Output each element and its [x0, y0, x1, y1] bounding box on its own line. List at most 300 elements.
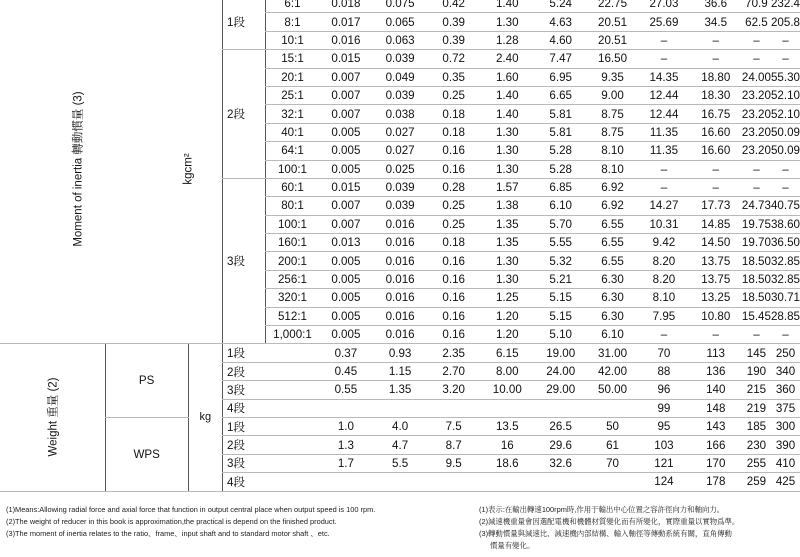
value-cell: 0.016	[373, 215, 428, 233]
note-1-en: (1)Means:Allowing radial force and axial force that function in output central place when output speed is 100 rpm.	[6, 505, 376, 514]
value-cell: 50.09	[771, 123, 800, 141]
value-cell: 8.20	[638, 270, 689, 288]
value-cell: 0.016	[373, 326, 428, 344]
value-cell: 1.30	[480, 123, 535, 141]
value-cell: 28.85	[771, 307, 800, 325]
weight-section-label	[0, 344, 105, 491]
value-cell: 17.73	[690, 197, 742, 215]
notes-chinese	[479, 504, 739, 552]
value-cell: 170	[690, 454, 742, 472]
value-cell: –	[690, 326, 742, 344]
value-cell: 32.85	[771, 270, 800, 288]
value-cell: 5.15	[535, 307, 587, 325]
note-3-zh-cont: 慣量有變化。	[490, 540, 535, 550]
value-cell: 6.92	[587, 197, 638, 215]
value-cell: 18.80	[690, 68, 742, 86]
value-cell: 23.20	[742, 105, 771, 123]
value-cell: 0.25	[427, 86, 480, 104]
value-cell: 0.55	[319, 381, 373, 399]
value-cell: 0.005	[319, 123, 373, 141]
value-cell: 6.30	[587, 270, 638, 288]
value-cell: 18.30	[690, 86, 742, 104]
value-cell: 5.5	[373, 454, 428, 472]
value-cell: 0.017	[319, 13, 373, 31]
inertia-unit-text: kgcm²	[182, 153, 195, 185]
stage-label: 3段	[222, 454, 318, 472]
value-cell: 0.37	[319, 344, 373, 362]
value-cell: 7.95	[638, 307, 689, 325]
value-cell: 8.75	[587, 123, 638, 141]
value-cell: 13.75	[690, 252, 742, 270]
value-cell: 0.007	[319, 105, 373, 123]
value-cell: 11.35	[638, 142, 689, 160]
value-cell: –	[638, 50, 689, 68]
value-cell: 0.007	[319, 68, 373, 86]
value-cell: 140	[690, 381, 742, 399]
value-cell	[319, 473, 373, 491]
stage-label: 2段	[222, 50, 265, 179]
value-cell: 13.5	[480, 417, 535, 435]
value-cell: 113	[690, 344, 742, 362]
stage-label: 3段	[222, 178, 265, 344]
value-cell: 6.85	[535, 178, 587, 196]
value-cell: 4.0	[373, 417, 428, 435]
value-cell: 52.10	[771, 105, 800, 123]
value-cell: 0.005	[319, 142, 373, 160]
value-cell: 26.5	[535, 417, 587, 435]
value-cell: 40.75	[771, 197, 800, 215]
value-cell: 0.39	[427, 31, 480, 49]
value-cell: 390	[771, 436, 800, 454]
value-cell: 99	[638, 399, 689, 417]
value-cell: 215	[742, 381, 771, 399]
value-cell: 50	[587, 417, 638, 435]
value-cell: 178	[690, 473, 742, 491]
value-cell: 6.65	[535, 86, 587, 104]
value-cell: 16.60	[690, 142, 742, 160]
value-cell: 0.016	[319, 31, 373, 49]
note-3-en: (3)The moment of inertia relates to the ratio、frame、input shaft and to standard motor shaft 、etc.	[6, 528, 330, 538]
ratio-cell: 512:1	[266, 307, 319, 325]
value-cell: 0.049	[373, 68, 428, 86]
value-cell: 0.005	[319, 326, 373, 344]
value-cell: 5.24	[535, 0, 587, 13]
value-cell: 1.40	[480, 105, 535, 123]
weight-group-label: WPS	[105, 417, 188, 491]
value-cell: 143	[690, 417, 742, 435]
value-cell: 4.60	[535, 31, 587, 49]
value-cell: 5.21	[535, 270, 587, 288]
value-cell: –	[742, 31, 771, 49]
value-cell: 32.6	[535, 454, 587, 472]
value-cell: 23.20	[742, 142, 771, 160]
value-cell: 42.00	[587, 362, 638, 380]
value-cell: 1.7	[319, 454, 373, 472]
value-cell: 18.6	[480, 454, 535, 472]
value-cell: 0.007	[319, 86, 373, 104]
value-cell: 1.35	[480, 215, 535, 233]
value-cell: 0.005	[319, 307, 373, 325]
value-cell: 16.50	[587, 50, 638, 68]
value-cell: 5.81	[535, 105, 587, 123]
value-cell: 5.15	[535, 289, 587, 307]
value-cell: 6.10	[535, 197, 587, 215]
value-cell: 232.4	[771, 0, 800, 13]
value-cell: 70	[638, 344, 689, 362]
note-1-zh: (1)表示:在輸出轉速100rpm時,作用于輸出中心位置之容許徑向力和軸向力。	[479, 505, 725, 514]
value-cell: 1.57	[480, 178, 535, 196]
value-cell: 6.92	[587, 178, 638, 196]
ratio-cell: 32:1	[266, 105, 319, 123]
value-cell: 148	[690, 399, 742, 417]
value-cell: 12.44	[638, 86, 689, 104]
value-cell: 19.00	[535, 344, 587, 362]
stage-label: 2段	[222, 436, 318, 454]
value-cell: 0.007	[319, 215, 373, 233]
value-cell: 0.039	[373, 50, 428, 68]
value-cell: 1.38	[480, 197, 535, 215]
value-cell: 13.25	[690, 289, 742, 307]
value-cell: 5.28	[535, 142, 587, 160]
value-cell: 52.10	[771, 86, 800, 104]
value-cell: 8.20	[638, 252, 689, 270]
value-cell: –	[771, 160, 800, 178]
value-cell: 205.8	[771, 13, 800, 31]
value-cell	[587, 399, 638, 417]
value-cell: 25.69	[638, 13, 689, 31]
value-cell: 3.20	[427, 381, 480, 399]
value-cell: 0.027	[373, 123, 428, 141]
value-cell: 16	[480, 436, 535, 454]
value-cell: 136	[690, 362, 742, 380]
value-cell: 1.0	[319, 417, 373, 435]
value-cell: 18.50	[742, 289, 771, 307]
value-cell	[535, 473, 587, 491]
value-cell: 6.55	[587, 215, 638, 233]
value-cell: 0.005	[319, 289, 373, 307]
value-cell: 124	[638, 473, 689, 491]
value-cell: 29.6	[535, 436, 587, 454]
stage-label: 1段	[222, 417, 318, 435]
value-cell: 1.30	[480, 160, 535, 178]
value-cell: 14.35	[638, 68, 689, 86]
value-cell: 0.005	[319, 270, 373, 288]
value-cell: 145	[742, 344, 771, 362]
value-cell: 1.35	[480, 234, 535, 252]
value-cell: 0.039	[373, 197, 428, 215]
inertia-section-label	[0, 0, 155, 344]
value-cell: 6.95	[535, 68, 587, 86]
value-cell: 0.16	[427, 270, 480, 288]
ratio-cell: 80:1	[266, 197, 319, 215]
weight-group-label: PS	[105, 344, 188, 418]
note-3-zh: (3)轉動慣量與減速比、減速機内部結構、輸入軸徑等傳動系統有關，直角傳動	[479, 528, 732, 538]
notes-english	[6, 504, 375, 540]
value-cell: 0.16	[427, 160, 480, 178]
value-cell: 1.40	[480, 0, 535, 13]
value-cell: 1.30	[480, 270, 535, 288]
value-cell: –	[742, 160, 771, 178]
value-cell: 24.73	[742, 197, 771, 215]
inertia-row	[0, 0, 800, 13]
value-cell: 0.005	[319, 160, 373, 178]
note-2-zh: (2)減速機重量會因選配電機和機體材質變化而有所變化，實際重量以實物爲準。	[479, 516, 740, 526]
value-cell: 7.47	[535, 50, 587, 68]
value-cell: 6.10	[587, 326, 638, 344]
value-cell: 6.55	[587, 234, 638, 252]
ratio-cell: 256:1	[266, 270, 319, 288]
value-cell: 0.018	[319, 0, 373, 13]
value-cell: –	[771, 50, 800, 68]
value-cell: 0.065	[373, 13, 428, 31]
value-cell: 8.00	[480, 362, 535, 380]
value-cell: 5.81	[535, 123, 587, 141]
value-cell: 0.42	[427, 0, 480, 13]
value-cell: 2.35	[427, 344, 480, 362]
value-cell: 4.63	[535, 13, 587, 31]
value-cell	[427, 399, 480, 417]
value-cell: 14.50	[690, 234, 742, 252]
value-cell: 360	[771, 381, 800, 399]
ratio-cell: 40:1	[266, 123, 319, 141]
ratio-cell: 20:1	[266, 68, 319, 86]
value-cell: 300	[771, 417, 800, 435]
value-cell: 0.16	[427, 307, 480, 325]
value-cell: 19.75	[742, 215, 771, 233]
value-cell: 32.85	[771, 252, 800, 270]
value-cell: 7.5	[427, 417, 480, 435]
value-cell	[480, 473, 535, 491]
value-cell: 0.39	[427, 13, 480, 31]
value-cell: 5.70	[535, 215, 587, 233]
value-cell	[480, 399, 535, 417]
value-cell: 1.35	[373, 381, 428, 399]
value-cell: 50.09	[771, 142, 800, 160]
value-cell: 1.15	[373, 362, 428, 380]
value-cell: 8.7	[427, 436, 480, 454]
value-cell: 0.72	[427, 50, 480, 68]
value-cell: 8.10	[587, 160, 638, 178]
value-cell: 0.025	[373, 160, 428, 178]
value-cell: 19.70	[742, 234, 771, 252]
value-cell: 0.038	[373, 105, 428, 123]
value-cell: 18.50	[742, 252, 771, 270]
value-cell: 0.016	[373, 307, 428, 325]
value-cell: 0.015	[319, 50, 373, 68]
ratio-cell: 60:1	[266, 178, 319, 196]
value-cell: 0.013	[319, 234, 373, 252]
value-cell: 1.60	[480, 68, 535, 86]
value-cell: –	[771, 31, 800, 49]
value-cell: 70	[587, 454, 638, 472]
value-cell: 0.93	[373, 344, 428, 362]
value-cell: 4.7	[373, 436, 428, 454]
value-cell: –	[742, 326, 771, 344]
ratio-cell: 6:1	[266, 0, 319, 13]
value-cell: 20.51	[587, 13, 638, 31]
value-cell: 185	[742, 417, 771, 435]
value-cell: 20.51	[587, 31, 638, 49]
ratio-cell: 200:1	[266, 252, 319, 270]
ratio-cell: 15:1	[266, 50, 319, 68]
value-cell: 1.20	[480, 326, 535, 344]
value-cell: 95	[638, 417, 689, 435]
value-cell: 0.25	[427, 197, 480, 215]
value-cell: 10.31	[638, 215, 689, 233]
value-cell: 219	[742, 399, 771, 417]
value-cell: 96	[638, 381, 689, 399]
stage-label: 1段	[222, 344, 318, 362]
value-cell: 13.75	[690, 270, 742, 288]
value-cell: 10.00	[480, 381, 535, 399]
inertia-unit	[155, 0, 222, 344]
ratio-cell: 8:1	[266, 13, 319, 31]
ratio-cell: 100:1	[266, 215, 319, 233]
weight-unit: kg	[188, 344, 222, 491]
value-cell: 0.25	[427, 215, 480, 233]
value-cell: 1.30	[480, 252, 535, 270]
value-cell: 0.16	[427, 252, 480, 270]
value-cell: 8.75	[587, 105, 638, 123]
value-cell: 0.016	[373, 234, 428, 252]
value-cell: 24.00	[535, 362, 587, 380]
value-cell: –	[638, 326, 689, 344]
ratio-cell: 64:1	[266, 142, 319, 160]
value-cell: 375	[771, 399, 800, 417]
value-cell: –	[742, 178, 771, 196]
value-cell: 0.16	[427, 289, 480, 307]
value-cell: –	[742, 50, 771, 68]
value-cell: 340	[771, 362, 800, 380]
ratio-cell: 160:1	[266, 234, 319, 252]
value-cell: 6.15	[480, 344, 535, 362]
value-cell: 166	[690, 436, 742, 454]
stage-label: 4段	[222, 399, 318, 417]
value-cell: 259	[742, 473, 771, 491]
value-cell: 0.007	[319, 197, 373, 215]
inertia-section-label-text: Moment of inertia 轉動慣量 (3)	[72, 91, 85, 247]
value-cell: 0.005	[319, 252, 373, 270]
weight-row	[0, 344, 800, 362]
value-cell: 10.80	[690, 307, 742, 325]
value-cell: 0.35	[427, 68, 480, 86]
value-cell: 0.015	[319, 178, 373, 196]
value-cell: 1.30	[480, 13, 535, 31]
value-cell: 0.16	[427, 326, 480, 344]
value-cell: 1.20	[480, 307, 535, 325]
value-cell	[319, 399, 373, 417]
ratio-cell: 10:1	[266, 31, 319, 49]
value-cell: 36.6	[690, 0, 742, 13]
value-cell: 22.75	[587, 0, 638, 13]
ratio-cell: 1,000:1	[266, 326, 319, 344]
value-cell: 50.00	[587, 381, 638, 399]
value-cell: 24.00	[742, 68, 771, 86]
value-cell: 0.016	[373, 252, 428, 270]
value-cell: 16.60	[690, 123, 742, 141]
value-cell	[587, 473, 638, 491]
value-cell	[373, 473, 428, 491]
stage-label: 2段	[222, 362, 318, 380]
value-cell: 9.35	[587, 68, 638, 86]
value-cell: 0.28	[427, 178, 480, 196]
value-cell: 6.30	[587, 307, 638, 325]
value-cell: 15.45	[742, 307, 771, 325]
value-cell: 1.40	[480, 86, 535, 104]
value-cell: 230	[742, 436, 771, 454]
value-cell: 0.039	[373, 178, 428, 196]
value-cell: 0.18	[427, 105, 480, 123]
value-cell: 9.42	[638, 234, 689, 252]
note-2-en: (2)The weight of reducer in this book is approximation,the practical is depend on the finished product.	[6, 516, 337, 526]
value-cell: 30.71	[771, 289, 800, 307]
value-cell: 14.27	[638, 197, 689, 215]
value-cell: 8.10	[587, 142, 638, 160]
value-cell: 23.20	[742, 123, 771, 141]
ratio-cell: 100:1	[266, 160, 319, 178]
value-cell: 27.03	[638, 0, 689, 13]
value-cell: 88	[638, 362, 689, 380]
value-cell: –	[690, 31, 742, 49]
stage-label: 1段	[222, 0, 265, 50]
value-cell: 62.5	[742, 13, 771, 31]
value-cell: 36.50	[771, 234, 800, 252]
value-cell: 9.5	[427, 454, 480, 472]
value-cell: –	[690, 50, 742, 68]
ratio-cell: 25:1	[266, 86, 319, 104]
value-cell: 121	[638, 454, 689, 472]
value-cell	[535, 399, 587, 417]
value-cell: 0.18	[427, 123, 480, 141]
weight-row	[0, 417, 800, 435]
value-cell: –	[638, 178, 689, 196]
value-cell: 5.28	[535, 160, 587, 178]
value-cell: 250	[771, 344, 800, 362]
value-cell	[373, 399, 428, 417]
value-cell: 0.063	[373, 31, 428, 49]
value-cell: 61	[587, 436, 638, 454]
value-cell: –	[638, 160, 689, 178]
weight-section-label-text: Weight 重量 (2)	[47, 377, 60, 457]
value-cell: 29.00	[535, 381, 587, 399]
value-cell: 1.28	[480, 31, 535, 49]
value-cell: 23.20	[742, 86, 771, 104]
value-cell: –	[771, 178, 800, 196]
value-cell: 18.50	[742, 270, 771, 288]
value-cell: 11.35	[638, 123, 689, 141]
value-cell: –	[638, 31, 689, 49]
value-cell: 9.00	[587, 86, 638, 104]
value-cell: 55.30	[771, 68, 800, 86]
stage-label: 4段	[222, 473, 318, 491]
value-cell: 2.70	[427, 362, 480, 380]
value-cell: 5.10	[535, 326, 587, 344]
value-cell: 14.85	[690, 215, 742, 233]
value-cell: 0.039	[373, 86, 428, 104]
value-cell: 1.3	[319, 436, 373, 454]
stage-label: 3段	[222, 381, 318, 399]
value-cell: 0.027	[373, 142, 428, 160]
value-cell: 425	[771, 473, 800, 491]
value-cell: 0.016	[373, 289, 428, 307]
value-cell: 34.5	[690, 13, 742, 31]
value-cell: 38.60	[771, 215, 800, 233]
value-cell: 0.45	[319, 362, 373, 380]
value-cell: –	[690, 160, 742, 178]
value-cell: 0.075	[373, 0, 428, 13]
value-cell: 5.55	[535, 234, 587, 252]
value-cell: 6.55	[587, 252, 638, 270]
